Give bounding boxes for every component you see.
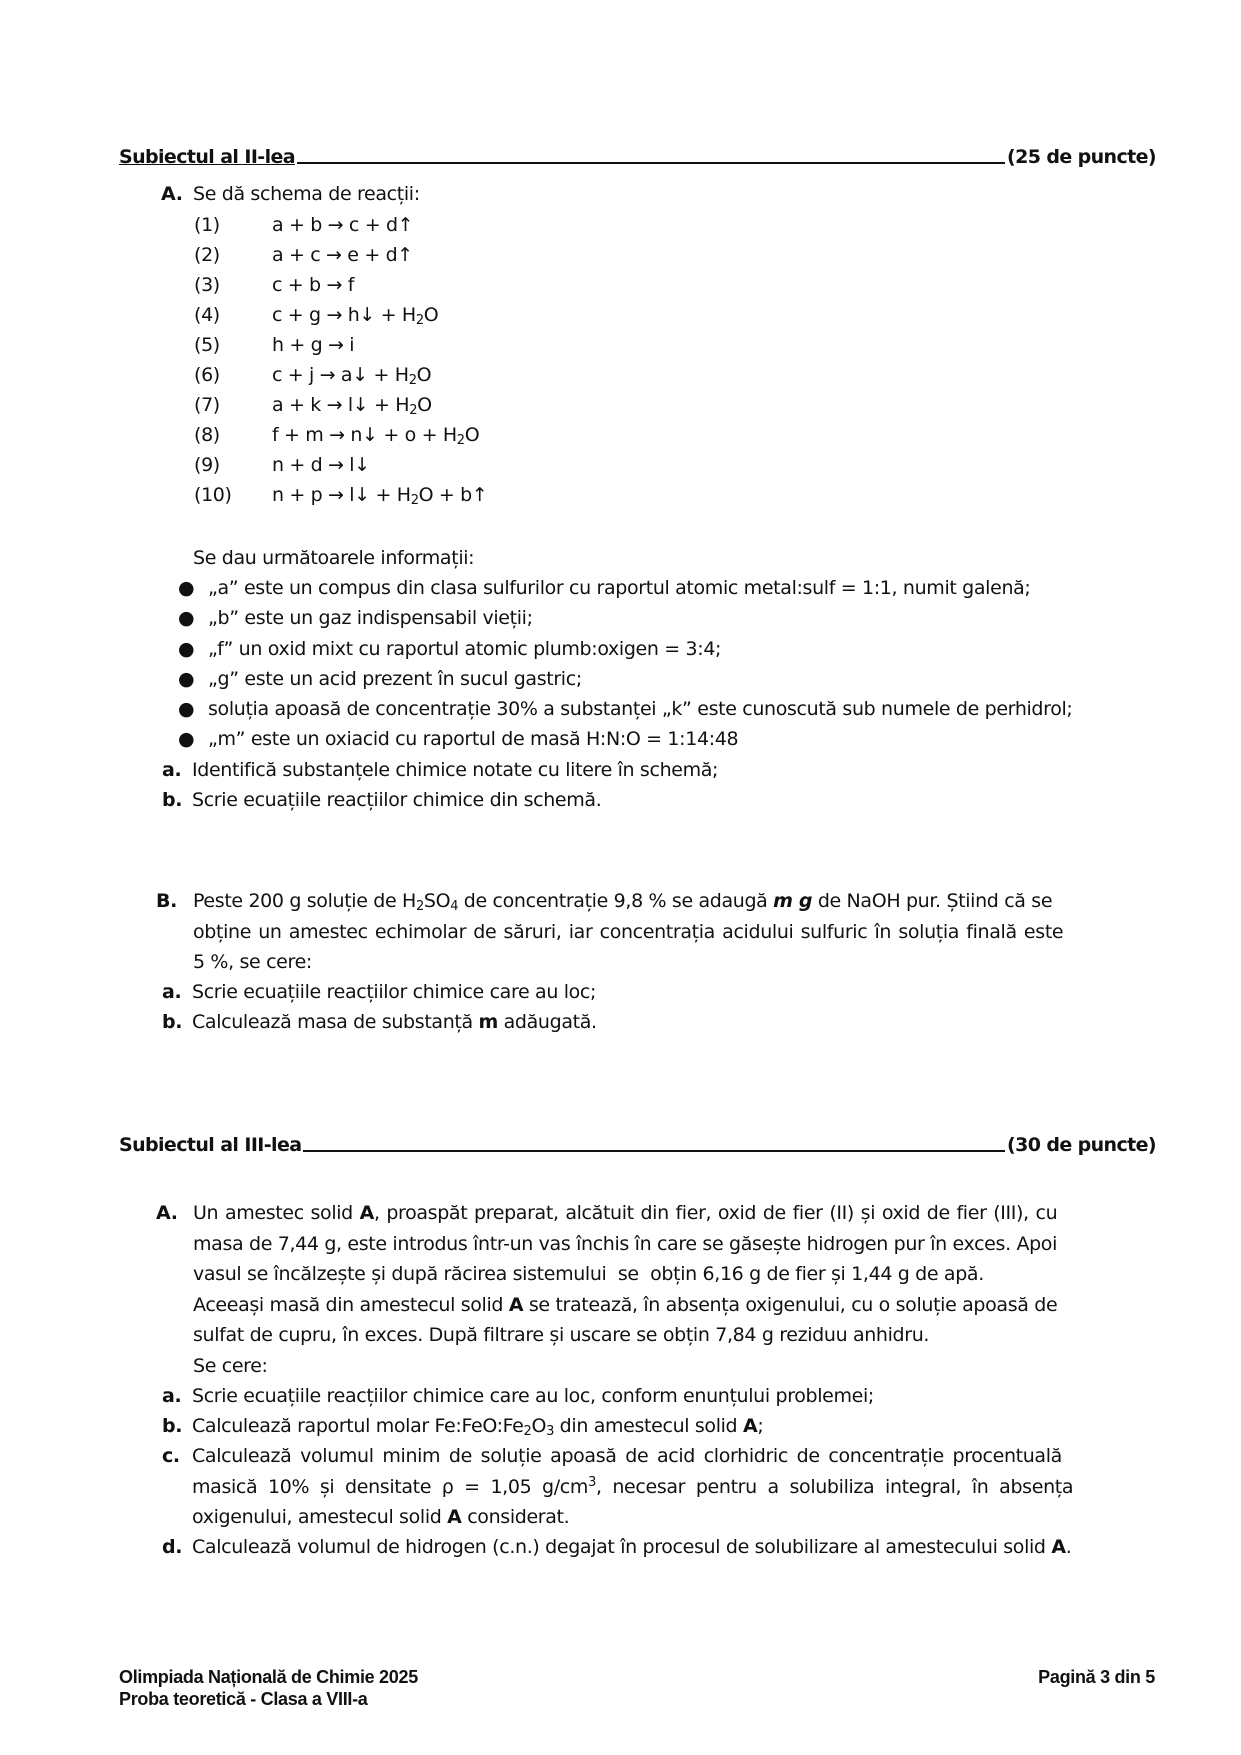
- task-label: a.: [162, 759, 182, 781]
- task-label: b.: [162, 1415, 183, 1437]
- bullet-icon: ●: [178, 668, 195, 690]
- part-b-paragraph: Peste 200 g soluție de $H_2SO_4$ de concentrație 9,8 % se adaugă m g de NaOH pur. Știind că se obține un amestec echimolar de săruri, iar concentrația acidului sulfuric în soluția finală este 5 %, se cere:: [193, 890, 1064, 973]
- part-a-intro: Se dă schema de reacții:: [193, 183, 420, 205]
- part-b-label: B.: [156, 890, 177, 912]
- list-item: ● „b” este un gaz indispensabil vieții;: [176, 603, 533, 634]
- list-item: ● „f” un oxid mixt cu raportul atomic plumb:oxigen = 3:4;: [176, 634, 721, 665]
- subject-2-title: Subiectul al II-lea: [119, 146, 296, 168]
- bullet-icon: ●: [178, 728, 195, 750]
- reaction-row: (3) c + b → f: [194, 274, 355, 296]
- footer-exam: Proba teoretică - Clasa a VIII-a: [119, 1689, 368, 1709]
- list-item: ● „g” este un acid prezent în sucul gastric;: [176, 664, 582, 695]
- header-rule: [303, 1150, 1005, 1152]
- task-label: a.: [162, 981, 182, 1003]
- header-rule: [297, 162, 1005, 164]
- task-text: Scrie ecuațiile reacțiilor chimice din schemă.: [192, 789, 602, 811]
- footer-left: [119, 1666, 418, 1710]
- bullet-icon: ●: [178, 638, 195, 660]
- part-a-paragraph: Un amestec solid A, proaspăt preparat, alcătuit din fier, oxid de fier (II) și oxid de fier (III), cu masa de 7,44 g, este introdus într-un vas închis în care se găsește hidrogen pur în exces. Apoi vasul se încălzește și după răcirea sistemului se obțin 6,16 g de fier și 1,44 g de apă. Aceeași masă din amestecul solid A se tratează, în absența oxigenului, cu o soluție apoasă de sulfat de cupru, în exces. După filtrare și uscare se obțin 7,84 g reziduu anhidru. Se cere:: [193, 1202, 1058, 1377]
- task-text: Scrie ecuațiile reacțiilor chimice care au loc;: [192, 981, 597, 1003]
- part-a-label: A.: [156, 1202, 178, 1224]
- reaction-row: (6) c + j → a↓ + $H_2O$: [194, 364, 432, 388]
- subject-3-title: Subiectul al III-lea: [119, 1134, 302, 1156]
- reaction-row: (2) a + c → e + d↑: [194, 244, 413, 266]
- reaction-row: (4) c + g → h↓ + $H_2O$: [194, 304, 439, 328]
- task-text: Calculează raportul molar $Fe:FeO:Fe_2O_3$ din amestecul solid A;: [192, 1415, 764, 1439]
- subject-3-header: [119, 1134, 1156, 1156]
- subject-2-points: (25 de puncte): [1006, 146, 1156, 168]
- list-item: ● „a” este un compus din clasa sulfurilor cu raportul atomic metal:sulf = 1:1, numit galenă;: [176, 573, 1030, 604]
- reaction-row: (5) h + g → i: [194, 334, 355, 356]
- page-number: Pagină 3 din 5: [1038, 1667, 1155, 1687]
- bullet-icon: ●: [178, 698, 195, 720]
- task-label: d.: [162, 1536, 183, 1558]
- task-text: Identifică substanțele chimice notate cu litere în schemă;: [192, 759, 719, 781]
- task-text: Scrie ecuațiile reacțiilor chimice care au loc, conform enunțului problemei;: [192, 1385, 874, 1407]
- reaction-row: (10) n + p → l↓ + $H_2O$ + b↑: [194, 484, 488, 508]
- task-label: b.: [162, 789, 183, 811]
- subject-2-header: [119, 146, 1156, 168]
- reaction-row: (1) a + b → c + d↑: [194, 214, 414, 236]
- reaction-row: (9) n + d → l↓: [194, 454, 370, 476]
- task-text: Calculează volumul minim de soluție apoasă de acid clorhidric de concentrație procentuală masică 10% și densitate ρ = 1,05 $g/cm^3$, necesar pentru a solubiliza integral, în absența oxigenului, amestecul solid A considerat.: [192, 1445, 1074, 1528]
- subject-3-points: (30 de puncte): [1006, 1134, 1156, 1156]
- bullet-icon: ●: [178, 577, 195, 599]
- task-label: a.: [162, 1385, 182, 1407]
- list-item: ● „m” este un oxiacid cu raportul de masă H:N:O = 1:14:48: [176, 724, 738, 755]
- info-intro: Se dau următoarele informații:: [193, 547, 475, 569]
- part-a-label: A.: [161, 183, 183, 205]
- footer-olympiad: Olimpiada Națională de Chimie 2025: [119, 1667, 418, 1687]
- task-label: b.: [162, 1011, 183, 1033]
- bullet-icon: ●: [178, 607, 195, 629]
- task-label: c.: [162, 1445, 180, 1467]
- list-item: ● soluția apoasă de concentrație 30% a substanței „k” este cunoscută sub numele de perhidrol;: [176, 694, 1072, 725]
- task-text: Calculează volumul de hidrogen (c.n.) degajat în procesul de solubilizare al amestecului solid A.: [192, 1536, 1072, 1558]
- reaction-row: (8) f + m → n↓ + $o + H_2O$: [194, 424, 480, 448]
- task-text: Calculează masa de substanță m adăugată.: [192, 1011, 597, 1033]
- reaction-row: (7) a + k → l↓ + $H_2O$: [194, 394, 432, 418]
